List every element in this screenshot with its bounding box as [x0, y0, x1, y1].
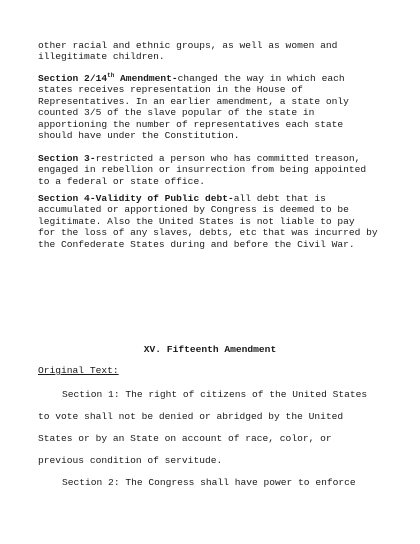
- amendment-heading: XV. Fifteenth Amendment: [143, 344, 277, 355]
- section-4-text: all debt that is accumulated or apportioned by Congress is deemed to be legitimate. Also the United States is not liable to pay for the loss of any slaves, debts, etc that was incurred by the Confederate States during and before the Civil War.: [38, 193, 378, 250]
- section-2-title: Section 2/14th Amendment-: [38, 71, 178, 84]
- continuation-line-1: other racial and ethnic groups, as well as women and: [38, 40, 338, 51]
- section-3-paragraph: [38, 153, 388, 187]
- amendment-line-4: previous condition of servitude.: [38, 455, 223, 466]
- section-2-paragraph: [38, 73, 388, 141]
- section-3-text: restricted a person who has committed treason, engaged in rebellion or insurrection from being appointed to a federal or state office.: [38, 153, 367, 187]
- section-2-text: changed the way in which each states receives representation in the House of Representatives. In an earlier amendment, a state only counted 3/5 of the slave popular of the state in apportioning the number of representatives each state should have under the Constitution.: [38, 73, 349, 142]
- original-text-label: Original Text:: [38, 365, 119, 376]
- amendment-line-2: to vote shall not be denied or abridged by the United: [38, 411, 344, 422]
- continuation-line-2: illegitimate children.: [38, 51, 165, 63]
- section-3-title: Section 3-: [38, 153, 96, 164]
- amendment-line-5: Section 2: The Congress shall have power to enforce: [62, 477, 356, 488]
- section-4-paragraph: [38, 193, 388, 250]
- amendment-line-1: Section 1: The right of citizens of the United States: [62, 389, 368, 400]
- amendment-line-3: States or by an State on account of race, color, or: [38, 433, 332, 444]
- section-4-title: Section 4-Validity of Public debt-: [38, 193, 234, 204]
- paragraph-continuation: [38, 40, 388, 63]
